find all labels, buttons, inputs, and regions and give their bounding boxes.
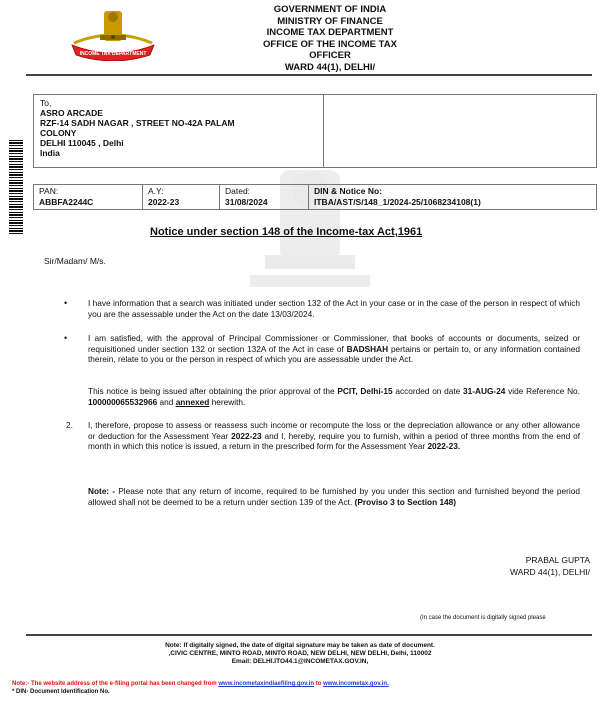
bullet2-text-end: pertains or pertain to, or any information contained therein, relate to you or the person in respect of which you are assessable under the Act.	[88, 343, 580, 364]
note-text: Please note that any return of income, required to be furnished by you under this section and furnished beyond the period allowed shall not be deemed to be a return under section 139 of the Act.	[88, 486, 580, 507]
signature-block	[510, 554, 590, 578]
portal-note	[12, 680, 389, 696]
para2-text: and I, hereby, require you to furnish, within a period of three months from the end of month in which this notice is issued, a return in the prescribed form for the Assessment Year	[88, 430, 581, 451]
notice-title: Notice under section 148 of the Income-tax Act,1961	[150, 226, 423, 238]
reassessment-paragraph	[88, 420, 580, 452]
old-portal-link[interactable]: www.incometaxindiaefiling.gov.in	[218, 681, 315, 687]
header-line: GOVERNMENT OF INDIA	[273, 4, 387, 15]
assessment-year: 2022-23.	[427, 441, 461, 451]
notice-info-table	[33, 184, 597, 210]
ay-value: 2022-23	[148, 197, 180, 207]
dated-value: 31/08/2024	[225, 197, 268, 207]
approving-authority: PCIT, Delhi-15	[337, 386, 393, 396]
approval-text: accorded on date	[395, 386, 461, 396]
dated-label: Dated:	[225, 186, 251, 196]
address-box-divider	[323, 94, 324, 168]
bullet2-text: I am satisfied, with the approval of Principal Commissioner or Commissioner, that books of accounts or documents, seized or requisitioned under section 132 or section 132A of the Act in case of	[88, 333, 580, 354]
to-label: To,	[40, 98, 52, 108]
ay-label: A.Y:	[148, 186, 164, 196]
officer-ward: WARD 44(1), DELHI/	[510, 567, 590, 577]
approval-date: 31-AUG-24	[463, 386, 506, 396]
address-line: RZF-14 SADH NAGAR , STREET NO-42A PALAM	[40, 118, 235, 128]
bullet-paragraph-search: I have information that a search was initiated under section 132 of the Act in your case or in the case of the person in respect of which you are the assessable under the Act on the date 13/03/2024.	[88, 298, 580, 319]
note-label: Note: -	[88, 486, 116, 496]
proviso-reference: (Proviso 3 to Section 148)	[354, 496, 457, 507]
header-line: OFFICE OF THE INCOME TAX	[263, 38, 397, 50]
din-label: DIN & Notice No:	[314, 186, 382, 196]
address-line: COLONY	[40, 128, 77, 138]
income-tax-department-logo	[64, 5, 162, 61]
address-line: DELHI 110045 , Delhi	[40, 138, 124, 148]
office-header	[200, 4, 460, 73]
header-line: WARD 44(1), DELHI/	[284, 61, 376, 73]
header-line: OFFICER	[309, 50, 351, 61]
para2-text: I, therefore, propose to assess or reassess such income or recompute the loss or the depreciation allowance or any other allowance or deduction for the Assessment Year	[88, 420, 580, 441]
officer-name: PRABAL GUPTA	[525, 555, 590, 565]
new-portal-link[interactable]: www.incometax.gov.in.	[323, 681, 389, 687]
pan-cell	[34, 185, 143, 210]
approval-text: This notice is being issued after obtaining the prior approval of the	[88, 386, 335, 396]
paragraph-number: 2.	[66, 420, 73, 430]
salutation: Sir/Madam/ M/s.	[44, 256, 106, 266]
bullet-icon: •	[64, 333, 68, 343]
portal-note-text: Note:- The website address of the e-filing portal has been changed from	[12, 681, 217, 687]
case-name: BADSHAH	[346, 343, 389, 354]
digital-sign-note: (In case the document is digitally signed please	[420, 615, 546, 621]
din-cell	[309, 185, 597, 210]
bullet-icon: •	[64, 298, 68, 308]
footer-line: Note: If digitally signed, the date of digital signature may be taken as date of document.	[165, 642, 435, 649]
approval-text: herewith.	[211, 396, 246, 407]
approval-paragraph	[88, 386, 580, 407]
footer-email: Email: DELHI.ITO44.1@INCOMETAX.GOV.IN,	[231, 658, 369, 665]
footer-divider	[26, 634, 592, 636]
address-country: India	[40, 148, 60, 158]
assessment-year: 2022-23	[231, 430, 262, 441]
header-divider	[26, 74, 592, 76]
office-footer	[60, 642, 540, 666]
ay-cell	[143, 185, 220, 210]
return-note	[88, 486, 580, 507]
addressee-block	[40, 98, 320, 158]
din-note: * DIN- Document Identification No.	[12, 689, 110, 695]
bullet-paragraph-satisfied	[88, 333, 580, 365]
footer-address: ,CIVIC CENTRE, MINTO ROAD, MINTO ROAD, NEW DELHI, NEW DELHI, Delhi, 110002	[168, 650, 432, 657]
barcode	[9, 140, 23, 236]
header-line: MINISTRY OF FINANCE	[277, 15, 383, 27]
approval-text: and	[159, 396, 174, 407]
approval-text: vide Reference No.	[508, 386, 580, 396]
pan-value: ABBFA2244C	[39, 197, 94, 207]
addressee-name: ASRO ARCADE	[40, 108, 103, 118]
header-line: INCOME TAX DEPARTMENT	[266, 27, 394, 38]
dated-cell	[220, 185, 309, 210]
din-value: ITBA/AST/S/148_1/2024-25/1068234108(1)	[314, 197, 481, 207]
portal-note-to: to	[315, 681, 322, 687]
annexed-text: annexed	[175, 396, 210, 407]
logo-text: INCOME TAX DEPARTMENT	[79, 51, 147, 57]
pan-label: PAN:	[39, 186, 59, 196]
reference-number: 100000065532966	[88, 396, 158, 407]
